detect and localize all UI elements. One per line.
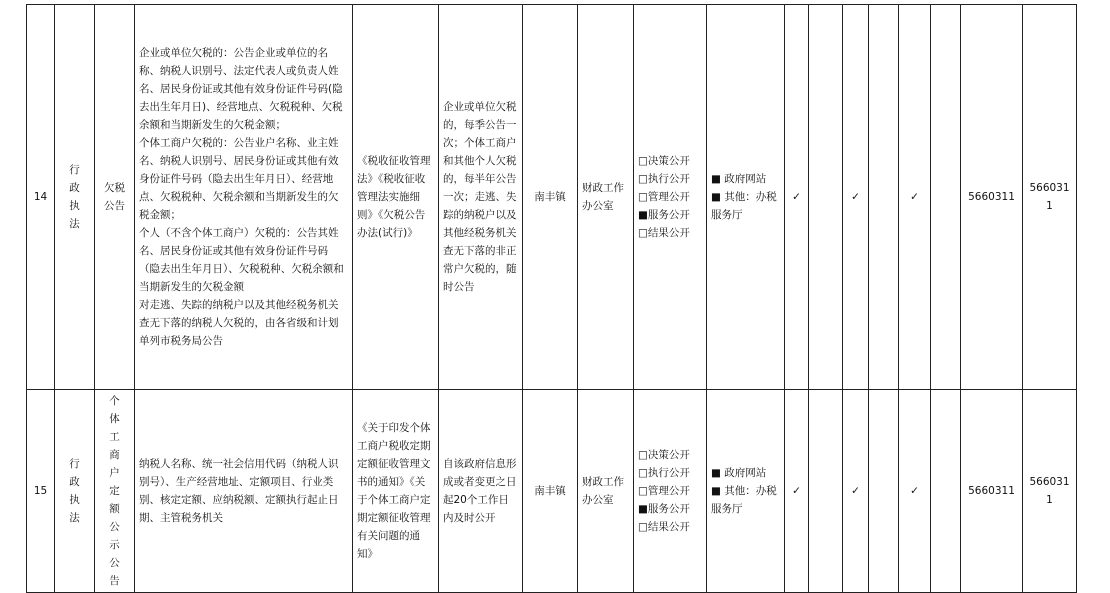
checkbox-management: □管理公开 <box>638 191 690 203</box>
check-mark <box>809 5 843 390</box>
table-row <box>27 5 1077 390</box>
checkbox-result: □结果公开 <box>638 227 690 239</box>
category-cell: 行政执法 <box>55 390 95 593</box>
item-name-cell: 欠税公告 <box>95 5 135 390</box>
content-cell: 纳税人名称、统一社会信用代码（纳税人识别号）、生产经营地址、定额项目、行业类别、核定定额、应纳税额、定额执行起止日期、主管税务机关 <box>135 390 353 593</box>
checkbox-decision: □决策公开 <box>638 449 690 461</box>
phone-cell: 5660311 <box>1023 5 1077 390</box>
table-row <box>27 390 1077 593</box>
check-mark: ✓ <box>843 5 869 390</box>
checkbox-service: ■服务公开 <box>638 503 690 515</box>
channel-cell: ■ 政府网站 ■ 其他：办税服务厅 <box>707 390 785 593</box>
dept-cell: 财政工作办公室 <box>578 5 634 390</box>
check-mark: ✓ <box>785 5 809 390</box>
row-number: 14 <box>27 5 55 390</box>
checkbox-execution: □执行公开 <box>638 173 690 185</box>
content-cell: 企业或单位欠税的：公告企业或单位的名称、纳税人识别号、法定代表人或负责人姓名、居民身份证或其他有效身份证件号码(隐去出生年月日)、经营地点、欠税税种、欠税余额和当期新发生的欠税金额； 个体工商户欠税的：公告业户名称、业主姓名、纳税人识别号、居民身份证或其他有效身份证件号码（隐去出生年月日）、经营地点、欠税税种、欠税余额和当期新发生的欠税金额； 个人（不含个体工商户）欠税的：公告其姓名、居民身份证或其他有效身份证件号码（隐去出生年月日）、欠税税种、欠税余额和当期新发生的欠税金额 对走逃、失踪的纳税户以及其他经税务机关查无下落的纳税人欠税的，由各省级和计划单列市税务局公告 <box>135 5 353 390</box>
checkbox-execution: □执行公开 <box>638 467 690 479</box>
checkbox-result: □结果公开 <box>638 521 690 533</box>
check-mark <box>869 5 899 390</box>
checkbox-management: □管理公开 <box>638 485 690 497</box>
basis-cell: 《税收征收管理法》《税收征收管理法实施细则》《欠税公告办法(试行)》 <box>353 5 439 390</box>
timeline-cell: 自该政府信息形成或者变更之日起20个工作日内及时公开 <box>439 390 523 593</box>
check-mark: ✓ <box>843 390 869 593</box>
timeline-cell: 企业或单位欠税的，每季公告一次；个体工商户和其他个人欠税的，每半年公告一次；走逃、失踪的纳税户以及其他经税务机关查无下落的非正常户欠税的，随时公告 <box>439 5 523 390</box>
check-mark: ✓ <box>899 390 931 593</box>
check-mark <box>931 390 961 593</box>
check-mark <box>809 390 843 593</box>
check-mark <box>931 5 961 390</box>
check-mark: ✓ <box>899 5 931 390</box>
phone-cell: 5660311 <box>1023 390 1077 593</box>
item-name-cell: 个体工商户定额公示公告 <box>95 390 135 593</box>
check-mark: ✓ <box>785 390 809 593</box>
row-number: 15 <box>27 390 55 593</box>
subject-cell: 南丰镇 <box>523 5 578 390</box>
subject-cell: 南丰镇 <box>523 390 578 593</box>
open-type-cell <box>634 5 707 390</box>
phone-cell: 5660311 <box>961 5 1023 390</box>
checkbox-service: ■服务公开 <box>638 209 690 221</box>
dept-cell: 财政工作办公室 <box>578 390 634 593</box>
check-mark <box>869 390 899 593</box>
basis-cell: 《关于印发个体工商户税收定期定额征收管理文书的通知》《关于个体工商户定期定额征收管理有关问题的通知》 <box>353 390 439 593</box>
disclosure-table <box>26 4 1077 593</box>
channel-cell: ■ 政府网站 ■ 其他：办税服务厅 <box>707 5 785 390</box>
open-type-cell <box>634 390 707 593</box>
phone-cell: 5660311 <box>961 390 1023 593</box>
category-cell: 行政执法 <box>55 5 95 390</box>
checkbox-decision: □决策公开 <box>638 155 690 167</box>
